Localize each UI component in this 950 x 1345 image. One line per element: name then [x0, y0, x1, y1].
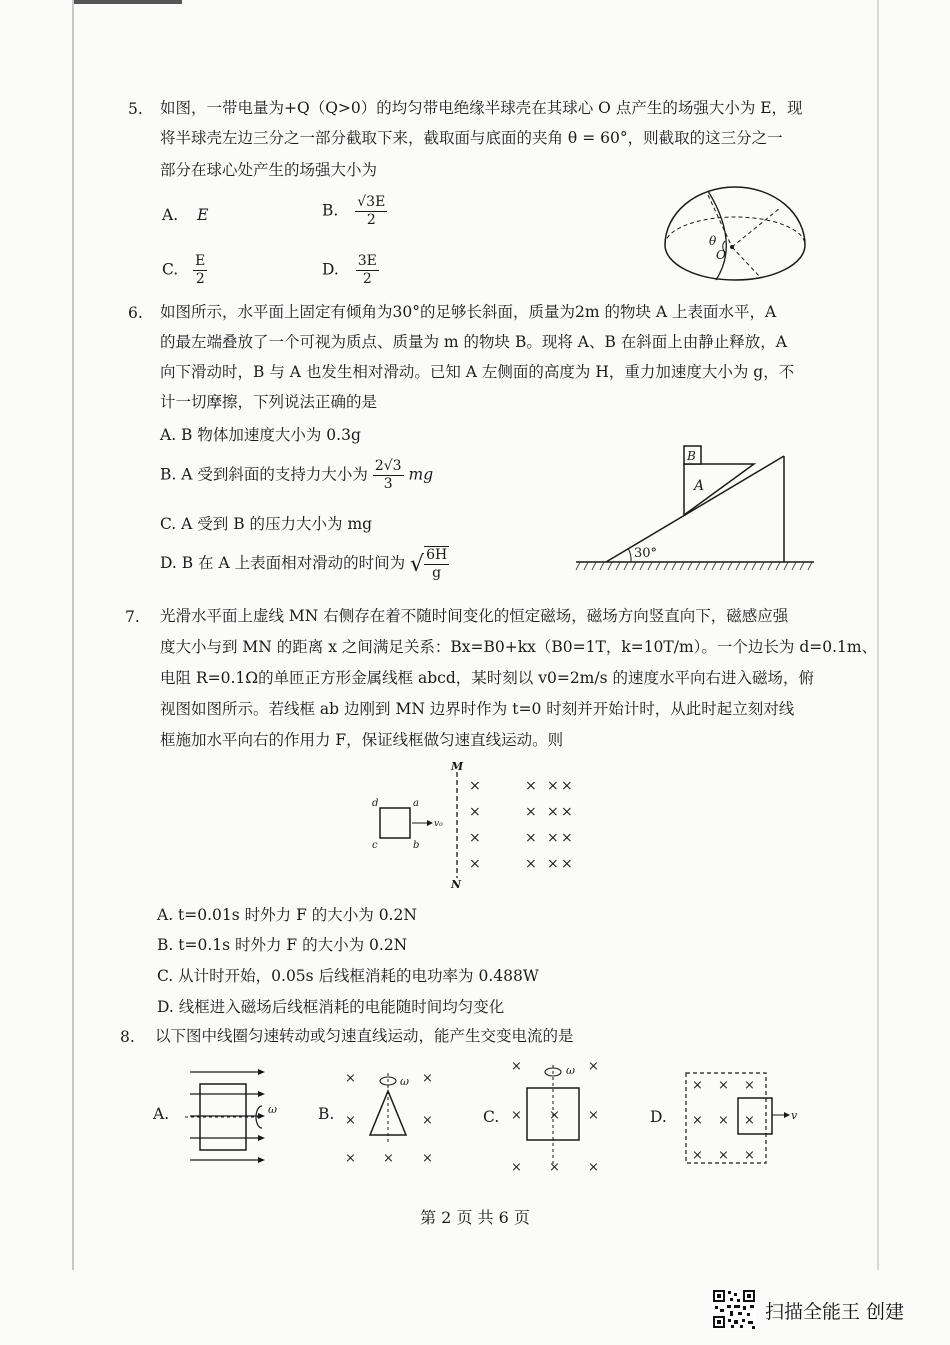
magnetic-field-figure	[365, 760, 585, 890]
question-7-line1: 光滑水平面上虚线 MN 右侧存在着不随时间变化的恒定磁场，磁场方向竖直向下，磁感应强	[160, 607, 789, 625]
fraction	[424, 546, 449, 582]
cross-mark: ×	[561, 778, 573, 794]
velocity-label: v	[791, 1109, 798, 1122]
q8-option-a[interactable]: A.	[153, 1105, 170, 1123]
cross-mark: ×	[744, 1113, 755, 1128]
fraction	[355, 194, 387, 229]
cross-mark: ×	[525, 856, 537, 872]
fraction	[373, 458, 404, 493]
cross-mark: ×	[469, 778, 481, 794]
q8-option-c[interactable]: C.	[483, 1108, 500, 1126]
cross-mark: ×	[383, 1151, 394, 1166]
q8-option-d[interactable]: D.	[650, 1108, 667, 1126]
q5-option-d[interactable]	[322, 253, 379, 288]
cross-mark: ×	[422, 1113, 433, 1128]
fraction	[356, 253, 379, 288]
cross-mark: ×	[525, 778, 537, 794]
question-8-line1: 以下图中线圈匀速转动或匀速直线运动，能产生交变电流的是	[155, 1027, 574, 1045]
cross-mark: ×	[547, 830, 559, 846]
q7-option-d[interactable]: D. 线框进入磁场后线框消耗的电能随时间均匀变化	[157, 998, 505, 1016]
q5-option-b[interactable]	[322, 194, 387, 229]
denominator: g	[432, 565, 442, 581]
q5-option-a[interactable]	[162, 206, 208, 224]
cross-mark: ×	[547, 778, 559, 794]
denominator: 3	[383, 476, 393, 492]
cross-mark: ×	[588, 1059, 599, 1074]
q5-option-c[interactable]	[162, 253, 207, 288]
cross-mark: ×	[525, 804, 537, 820]
cross-mark: ×	[744, 1078, 755, 1093]
cross-mark: ×	[511, 1108, 522, 1123]
cross-mark: ×	[561, 804, 573, 820]
question-7-number: 7.	[125, 608, 140, 626]
q8-figure-b	[340, 1063, 440, 1173]
option-text: mg	[408, 465, 434, 484]
block-b-label: B	[687, 449, 696, 463]
question-6-number: 6.	[128, 304, 143, 322]
q6-option-a[interactable]: A. B 物体加速度大小为 0.3g	[160, 426, 361, 444]
scan-edge	[72, 0, 74, 1270]
cross-mark: ×	[549, 1160, 560, 1175]
q8-figure-a	[180, 1062, 290, 1172]
question-6-line4: 计一切摩擦，下列说法正确的是	[160, 393, 378, 411]
theta-label: θ	[709, 234, 717, 248]
cross-mark: ×	[469, 804, 481, 820]
cross-mark: ×	[718, 1113, 729, 1128]
cross-mark: ×	[345, 1151, 356, 1166]
q7-option-b[interactable]: B. t=0.1s 时外力 F 的大小为 0.2N	[157, 936, 408, 954]
q7-option-c[interactable]: C. 从计时开始，0.05s 后线框消耗的电功率为 0.488W	[157, 967, 539, 985]
corner-a-label: a	[413, 798, 419, 809]
question-7-line5: 框施加水平向右的作用力 F，保证线框做匀速直线运动。则	[160, 731, 564, 749]
numerator: E	[195, 253, 206, 269]
cross-mark: ×	[561, 856, 573, 872]
cross-mark: ×	[588, 1160, 599, 1175]
watermark-brand	[712, 1289, 942, 1329]
cross-mark: ×	[588, 1108, 599, 1123]
option-label: C.	[162, 260, 179, 279]
cross-mark: ×	[525, 830, 537, 846]
hemisphere-figure	[660, 183, 810, 288]
denominator: 2	[195, 271, 205, 287]
q8-figure-d	[680, 1070, 810, 1170]
omega-label: ω	[268, 1103, 277, 1116]
q7-option-a[interactable]: A. t=0.01s 时外力 F 的大小为 0.2N	[157, 906, 417, 924]
option-label: A.	[162, 206, 179, 224]
cross-mark: ×	[422, 1151, 433, 1166]
cross-mark: ×	[692, 1078, 703, 1093]
cross-mark: ×	[692, 1113, 703, 1128]
cross-mark: ×	[345, 1071, 356, 1086]
omega-label: ω	[400, 1075, 409, 1088]
cross-mark: ×	[549, 1108, 560, 1123]
question-8-number: 8.	[120, 1028, 135, 1046]
omega-label: ω	[566, 1064, 575, 1077]
cross-mark: ×	[547, 856, 559, 872]
question-7-line2: 度大小与到 MN 的距离 x 之间满足关系：Bx=B0+kx（B0=1T，k=10T/m）。一个边长为 d=0.1m、	[160, 638, 878, 656]
corner-d-label: d	[372, 798, 379, 809]
center-label: O	[716, 248, 726, 262]
q8-option-b[interactable]: B.	[318, 1105, 335, 1123]
incline-figure	[576, 440, 816, 580]
question-5-line2: 将半球壳左边三分之一部分截取下来，截取面与底面的夹角 θ = 60°，则截取的这三分之一	[160, 129, 783, 147]
question-6-line1: 如图所示，水平面上固定有倾角为30°的足够长斜面，质量为2m 的物块 A 上表面水平，A	[160, 303, 777, 321]
numerator: √3E	[357, 194, 386, 210]
cross-mark: ×	[692, 1148, 703, 1163]
cross-mark: ×	[422, 1071, 433, 1086]
numerator: 3E	[357, 253, 377, 269]
q6-option-d[interactable]	[160, 546, 449, 582]
question-6-line2: 的最左端叠放了一个可视为质点、质量为 m 的物块 B。现将 A、B 在斜面上由静止释放，A	[160, 333, 788, 351]
velocity-label: v₀	[434, 819, 443, 829]
question-5-line3: 部分在球心处产生的场强大小为	[160, 161, 378, 179]
question-5-number: 5.	[128, 100, 143, 118]
option-label: B.	[322, 201, 339, 220]
cross-mark: ×	[469, 830, 481, 846]
scan-edge	[877, 0, 879, 1270]
option-text: D. B 在 A 上表面相对滑动的时间为	[160, 554, 406, 572]
option-value: E	[197, 206, 209, 224]
fraction	[193, 253, 207, 288]
cross-mark: ×	[547, 804, 559, 820]
cross-mark: ×	[744, 1148, 755, 1163]
denominator: 2	[362, 271, 372, 287]
cross-mark: ×	[561, 830, 573, 846]
option-label: D.	[322, 260, 339, 279]
angle-label: 30°	[634, 546, 658, 561]
watermark-text: 扫描全能王 创建	[765, 1301, 905, 1323]
q6-option-c[interactable]: C. A 受到 B 的压力大小为 mg	[160, 515, 373, 533]
numerator: 6H	[426, 547, 448, 563]
cross-mark: ×	[469, 856, 481, 872]
q8-figure-c	[505, 1055, 605, 1177]
scan-edge	[74, 0, 182, 4]
cross-mark: ×	[718, 1078, 729, 1093]
page-number: 第 2 页 共 6 页	[420, 1208, 530, 1227]
m-label: M	[451, 760, 464, 773]
question-6-line3: 向下滑动时，B 与 A 也发生相对滑动。已知 A 左侧面的高度为 H，重力加速度大小为 g，不	[160, 363, 795, 381]
n-label: N	[451, 878, 462, 891]
cross-mark: ×	[718, 1148, 729, 1163]
question-5-line1: 如图，一带电量为+Q（Q>0）的均匀带电绝缘半球壳在其球心 O 点产生的场强大小为 E，现	[160, 99, 803, 117]
corner-b-label: b	[413, 840, 420, 851]
question-7-line4: 视图如图所示。若线框 ab 边刚到 MN 边界时作为 t=0 时刻并开始计时，从此时起立刻对线	[160, 700, 795, 718]
sqrt-icon: √	[410, 551, 425, 577]
denominator: 2	[366, 212, 376, 228]
qr-code-icon	[712, 1289, 756, 1329]
numerator: 2√3	[374, 458, 402, 474]
cross-mark: ×	[511, 1059, 522, 1074]
cross-mark: ×	[511, 1160, 522, 1175]
ground-hatch	[576, 562, 812, 570]
q6-option-b[interactable]	[160, 458, 433, 493]
cross-mark: ×	[345, 1113, 356, 1128]
block-a-label: A	[694, 478, 705, 494]
option-text: B. A 受到斜面的支持力大小为	[160, 465, 368, 484]
question-7-line3: 电阻 R=0.1Ω的单匝正方形金属线框 abcd，某时刻以 v0=2m/s 的速度水平向右进入磁场，俯	[160, 669, 814, 687]
corner-c-label: c	[372, 840, 378, 851]
